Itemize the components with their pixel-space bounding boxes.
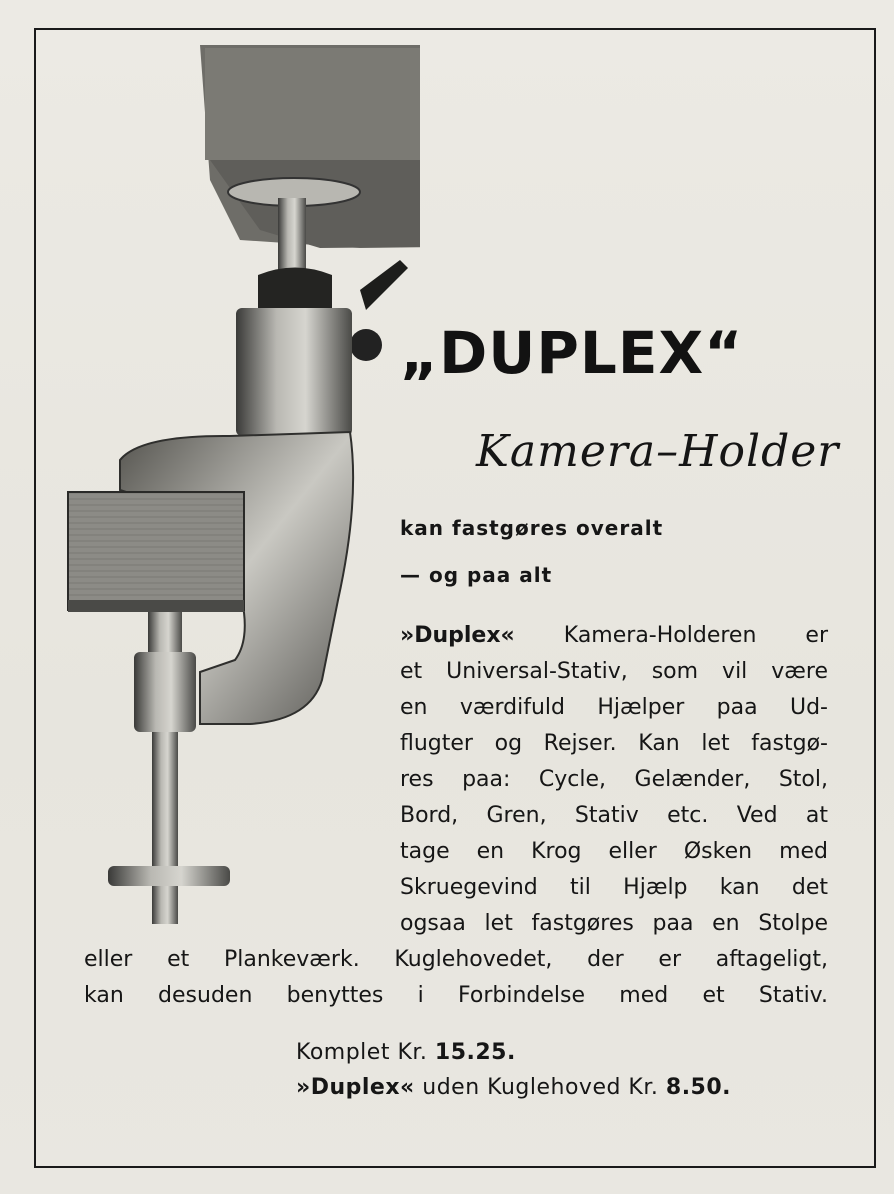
price-brand: »Duplex« xyxy=(296,1075,415,1100)
price-complete-value: 15.25. xyxy=(434,1040,516,1065)
body-line-8: ogsaa let fastgøres paa en Stolpe xyxy=(400,911,828,936)
price-without-head xyxy=(296,1075,731,1100)
body-line-5: Bord, Gren, Stativ etc. Ved at xyxy=(400,803,828,828)
body-line-6: tage en Krog eller Øsken med xyxy=(400,839,828,864)
body-line-9: eller et Plankeværk. Kuglehovedet, der er aftageligt, xyxy=(84,947,828,972)
price-without-value: 8.50. xyxy=(665,1075,732,1100)
body-line-10: kan desuden benyttes i Forbindelse med et Stativ. xyxy=(84,983,828,1008)
brand-name: »Duplex« xyxy=(400,623,515,648)
camera-holder-illustration xyxy=(60,40,420,940)
body-line-7: Skruegevind til Hjælp kan det xyxy=(400,875,828,900)
camera-body xyxy=(200,45,420,248)
price-complete xyxy=(296,1040,516,1065)
body-line-2: en værdifuld Hjælper paa Ud- xyxy=(400,695,828,720)
headline: „DUPLEX“ xyxy=(400,319,744,387)
tagline-1: kan fastgøres overalt xyxy=(400,516,664,540)
body-line-1: et Universal-Stativ, som vil være xyxy=(400,659,828,684)
price-without-label: uden Kuglehoved Kr. xyxy=(422,1075,659,1100)
body-line-0-rest: Kamera-Holderen er xyxy=(563,623,828,648)
tagline-2: — og paa alt xyxy=(400,563,553,587)
subtitle: Kamera–Holder xyxy=(476,426,840,477)
body-line-0 xyxy=(400,623,828,649)
body-line-3: flugter og Rejser. Kan let fastgø- xyxy=(400,731,828,756)
price-complete-label: Komplet Kr. xyxy=(296,1040,428,1065)
body-line-4: res paa: Cycle, Gelænder, Stol, xyxy=(400,767,828,792)
